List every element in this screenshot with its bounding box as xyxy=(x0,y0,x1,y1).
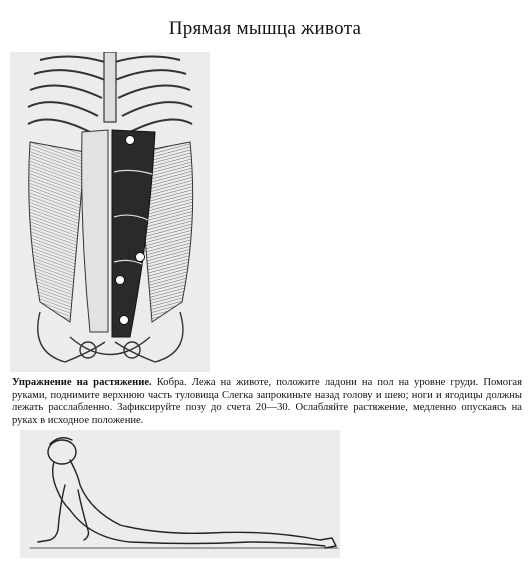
cobra-pose-illustration xyxy=(20,430,340,558)
exercise-lead: Упражнение на растяжение. xyxy=(12,377,152,388)
exercise-text: Кобра. Лежа на животе, положите ладони на пол на уровне груди. Помогая руками, поднимите верхнюю часть туловища Слегка запрокиньте назад голову и шею; ноги и ягодицы должны лежать расслабленно. Зафиксируйте позу до счета 20—30. Ослабляйте растяжение, медленно опускаясь на руках в исходное положение. xyxy=(12,377,522,426)
abdominal-muscle-illustration xyxy=(10,52,210,372)
exercise-description xyxy=(12,377,522,427)
page-title: Прямая мышца живота xyxy=(168,18,362,39)
